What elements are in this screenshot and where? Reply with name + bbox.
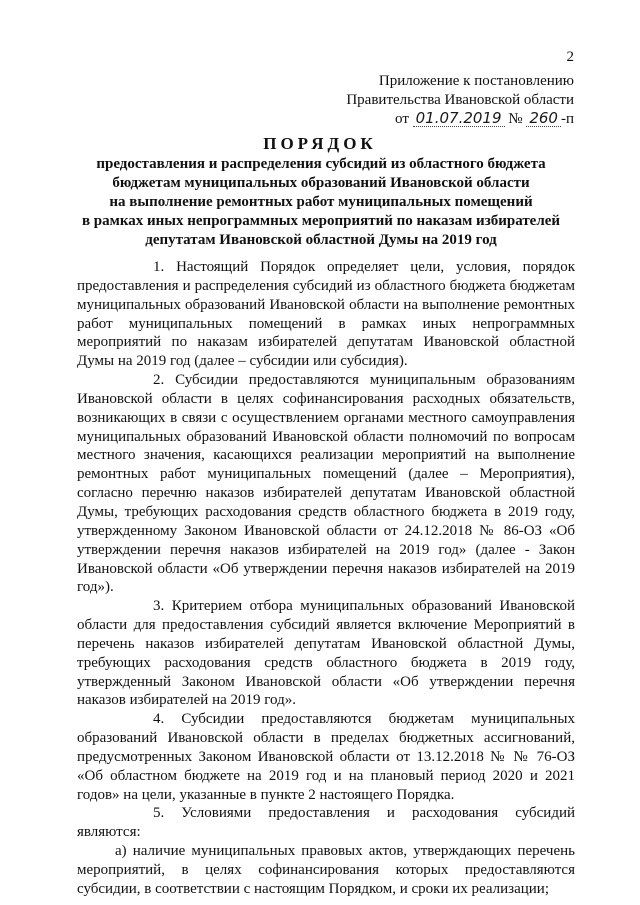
- subtitle-line: депутатам Ивановской областной Думы на 2019 год: [145, 232, 497, 248]
- paragraph-text: Настоящий Порядок определяет цели, условия, порядок предоставления и распределения субсидий из областного бюджета бюджетам муниципальных образований Ивановской области на выполнение ремонтных работ муниципальных помещений в рамках иных непрограммных мероприятий по наказам избирателей депутатам Ивановской областной Думы на 2019 год (далее – субсидии или субсидия).: [77, 259, 576, 370]
- document-subtitle: [62, 155, 580, 250]
- paragraph-number: 5.: [153, 805, 165, 822]
- paragraph-number: 1.: [153, 259, 165, 275]
- appendix-header: [274, 72, 574, 129]
- number-sign: №: [508, 111, 523, 127]
- subtitle-line: бюджетам муниципальных образований Ивановской области: [112, 175, 530, 191]
- paragraph-3: [77, 597, 575, 710]
- page-number: 2: [566, 49, 574, 65]
- handwritten-number: 260: [526, 110, 561, 127]
- handwritten-date: 01.07.2019: [413, 110, 505, 127]
- paragraph-text: Субсидии предоставляются бюджетам муниципальных образований Ивановской области в пределах бюджетных ассигнований, предусмотренных Законом Ивановской области от 13.12.2018 № № 76-ОЗ «Об областном бюджете на 2019 год и на плановый период 2020 и 2021 годов» на цели, указанные в пункте 2 настоящего Порядка.: [77, 711, 576, 803]
- appendix-date-line: [274, 110, 574, 129]
- document-title: ПОРЯДОК: [263, 134, 377, 153]
- paragraph-text: Условиями предоставления и расходования субсидий являются:: [77, 805, 576, 841]
- paragraph-5: [77, 804, 575, 842]
- subtitle-line: в рамках иных непрограммных мероприятий по наказам избирателей: [81, 213, 561, 229]
- number-suffix: -п: [560, 111, 574, 127]
- paragraph-text: Субсидии предоставляются муниципальным образованиям Ивановской области в целях софинансирования расходных обязательств, возникающих в связи с осуществлением органами местного самоуправления муниципальных образований Ивановской области полномочий по вопросам местного значения, касающихся реализации мероприятий на выполнение ремонтных работ муниципальных помещений (далее – Мероприятия), согласно перечню наказов избирателей депутатам Ивановской областной Думы, требующих расходования средств областного бюджета в 2019 году, утвержденному Законом Ивановской области от 24.12.2018 № 86-ОЗ «Об утверждении перечня наказов избирателей на 2019 год» (далее - Закон Ивановской области «Об утверждении перечня наказов избирателей на 2019 год»).: [77, 372, 576, 596]
- paragraph-number: 4.: [153, 711, 165, 728]
- document-body: [77, 258, 575, 899]
- paragraph-2: [77, 371, 575, 597]
- subtitle-line: на выполнение ремонтных работ муниципальных помещений: [109, 194, 533, 210]
- appendix-line-1: Приложение к постановлению: [378, 73, 574, 89]
- subitem-a: а) наличие муниципальных правовых актов, утверждающих перечень мероприятий, в целях софинансирования которых предоставляются субсидии, в соответствии с настоящим Порядком, и сроки их реализации;: [77, 843, 575, 897]
- from-label: от: [395, 111, 409, 127]
- paragraph-number: 3.: [153, 598, 165, 615]
- paragraph-4: [77, 710, 575, 804]
- subtitle-line: предоставления и распределения субсидий из областного бюджета: [96, 156, 546, 172]
- appendix-line-2: Правительства Ивановской области: [346, 92, 574, 108]
- paragraph-number: 2.: [153, 372, 165, 389]
- paragraph-1: [77, 258, 575, 371]
- paragraph-text: Критерием отбора муниципальных образований Ивановской области для предоставления субсидий является включение Мероприятий в перечень наказов избирателей депутатам Ивановской областной Думы, требующих расходования средств областного бюджета в 2019 году, утвержденный Законом Ивановской области «Об утверждении перечня наказов избирателей на 2019 год».: [77, 598, 576, 709]
